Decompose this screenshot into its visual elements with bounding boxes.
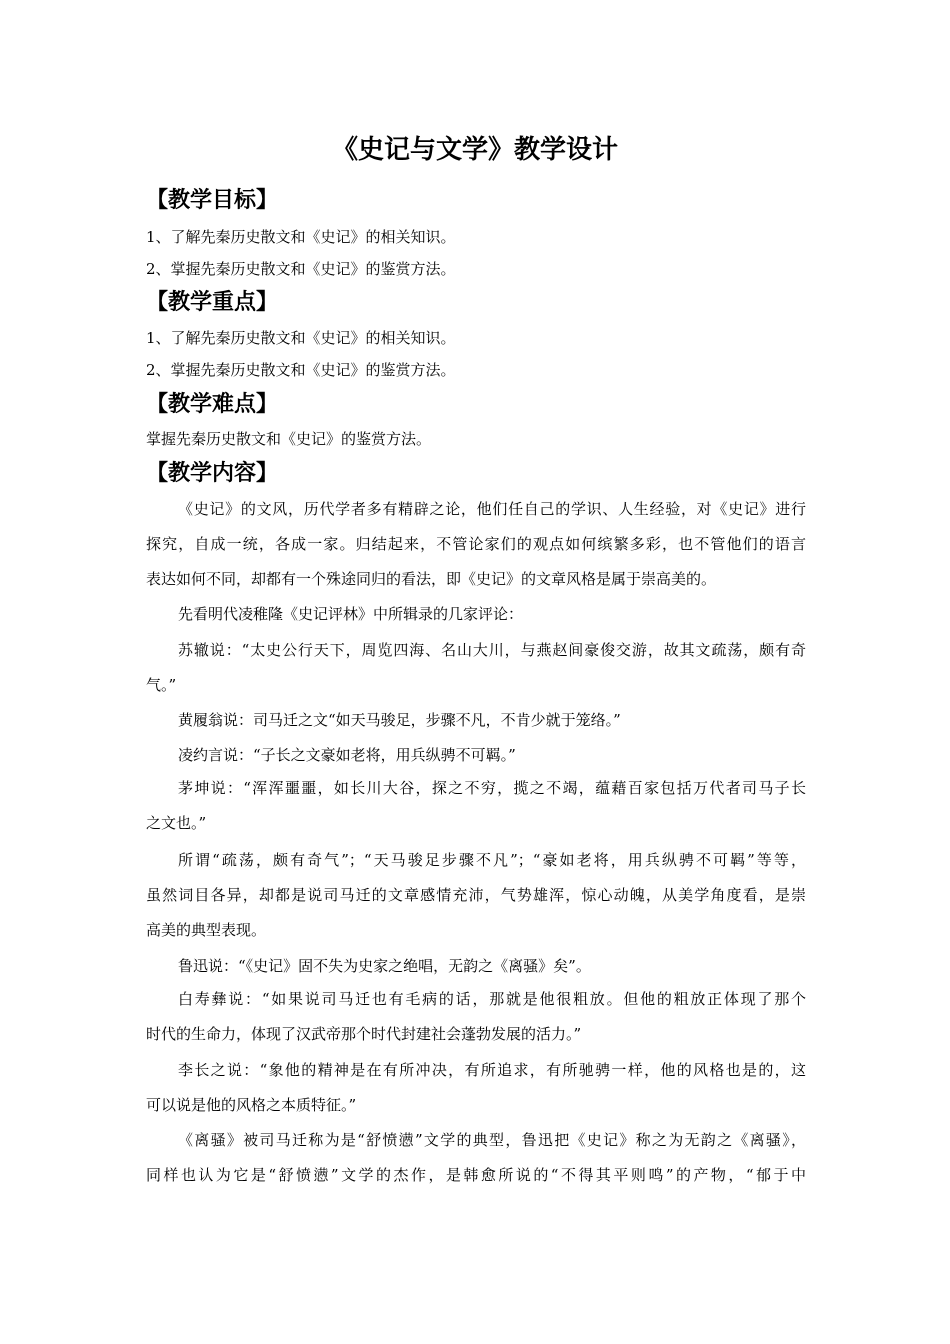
content-line: 探究，自成一统，各成一家。归结起来，不管论家们的观点如何缤繁多彩，也不管他们的语言 bbox=[146, 535, 806, 553]
content-line: 高美的典型表现。 bbox=[146, 921, 267, 939]
key-point-item-2: 2、掌握先秦历史散文和《史记》的鉴赏方法。 bbox=[146, 361, 456, 379]
content-line: 表达如何不同，却都有一个殊途同归的看法，即《史记》的文章风格是属于崇高美的。 bbox=[146, 570, 717, 588]
objectives-heading: 【教学目标】 bbox=[146, 188, 279, 213]
content-line: 同样也认为它是“舒愤懑”文学的杰作，是韩愈所说的“不得其平则鸣”的产物，“郁于中 bbox=[146, 1166, 806, 1184]
content-line: 可以说是他的风格之本质特征。” bbox=[146, 1096, 357, 1114]
content-line: 先看明代凌稚隆《史记评林》中所辑录的几家评论： bbox=[178, 605, 524, 623]
objective-item-2: 2、掌握先秦历史散文和《史记》的鉴赏方法。 bbox=[146, 260, 456, 278]
content-line: 鲁迅说：“《史记》固不失为史家之绝唱，无韵之《离骚》矣”。 bbox=[178, 957, 591, 975]
content-line: 《史记》的文风，历代学者多有精辟之论，他们任自己的学识、人生经验，对《史记》进行 bbox=[178, 500, 806, 518]
content-line: 之文也。” bbox=[146, 814, 207, 832]
content-line: 黄履翁说：司马迁之文“如天马骏足，步骤不凡，不肯少就于笼络。” bbox=[178, 711, 621, 729]
key-point-item-1: 1、了解先秦历史散文和《史记》的相关知识。 bbox=[146, 329, 456, 347]
content-line: 白寿彝说：“如果说司马迁也有毛病的话，那就是他很粗放。但他的粗放正体现了那个 bbox=[178, 990, 806, 1008]
document-title: 《史记与文学》教学设计 bbox=[331, 135, 618, 165]
content-line: 虽然词目各异，却都是说司马迁的文章感情充沛，气势雄浑，惊心动魄，从美学角度看，是崇 bbox=[146, 886, 806, 904]
content-heading: 【教学内容】 bbox=[146, 461, 279, 486]
content-line: 凌约言说：“子长之文豪如老将，用兵纵骋不可羁。” bbox=[178, 746, 516, 764]
difficulty-item-1: 掌握先秦历史散文和《史记》的鉴赏方法。 bbox=[146, 430, 432, 448]
objective-item-1: 1、了解先秦历史散文和《史记》的相关知识。 bbox=[146, 228, 456, 246]
content-line: 时代的生命力，体现了汉武帝那个时代封建社会蓬勃发展的活力。” bbox=[146, 1025, 582, 1043]
content-line: 苏辙说：“太史公行天下，周览四海、名山大川，与燕赵间豪俊交游，故其文疏荡，颇有奇 bbox=[178, 641, 806, 659]
key-points-heading: 【教学重点】 bbox=[146, 290, 279, 315]
difficulties-heading: 【教学难点】 bbox=[146, 392, 279, 417]
content-line: 气。” bbox=[146, 676, 177, 694]
content-line: 所谓“疏荡，颇有奇气”；“天马骏足步骤不凡”；“豪如老将，用兵纵骋不可羁”等等， bbox=[178, 851, 806, 869]
content-line: 茅坤说：“浑浑噩噩，如长川大谷，探之不穷，揽之不竭，蕴藉百家包括万代者司马子长 bbox=[178, 779, 806, 797]
content-line: 李长之说：“象他的精神是在有所冲决，有所追求，有所驰骋一样，他的风格也是的，这 bbox=[178, 1061, 806, 1079]
content-line: 《离骚》被司马迁称为是“舒愤懑”文学的典型，鲁迅把《史记》称之为无韵之《离骚》， bbox=[178, 1131, 806, 1149]
